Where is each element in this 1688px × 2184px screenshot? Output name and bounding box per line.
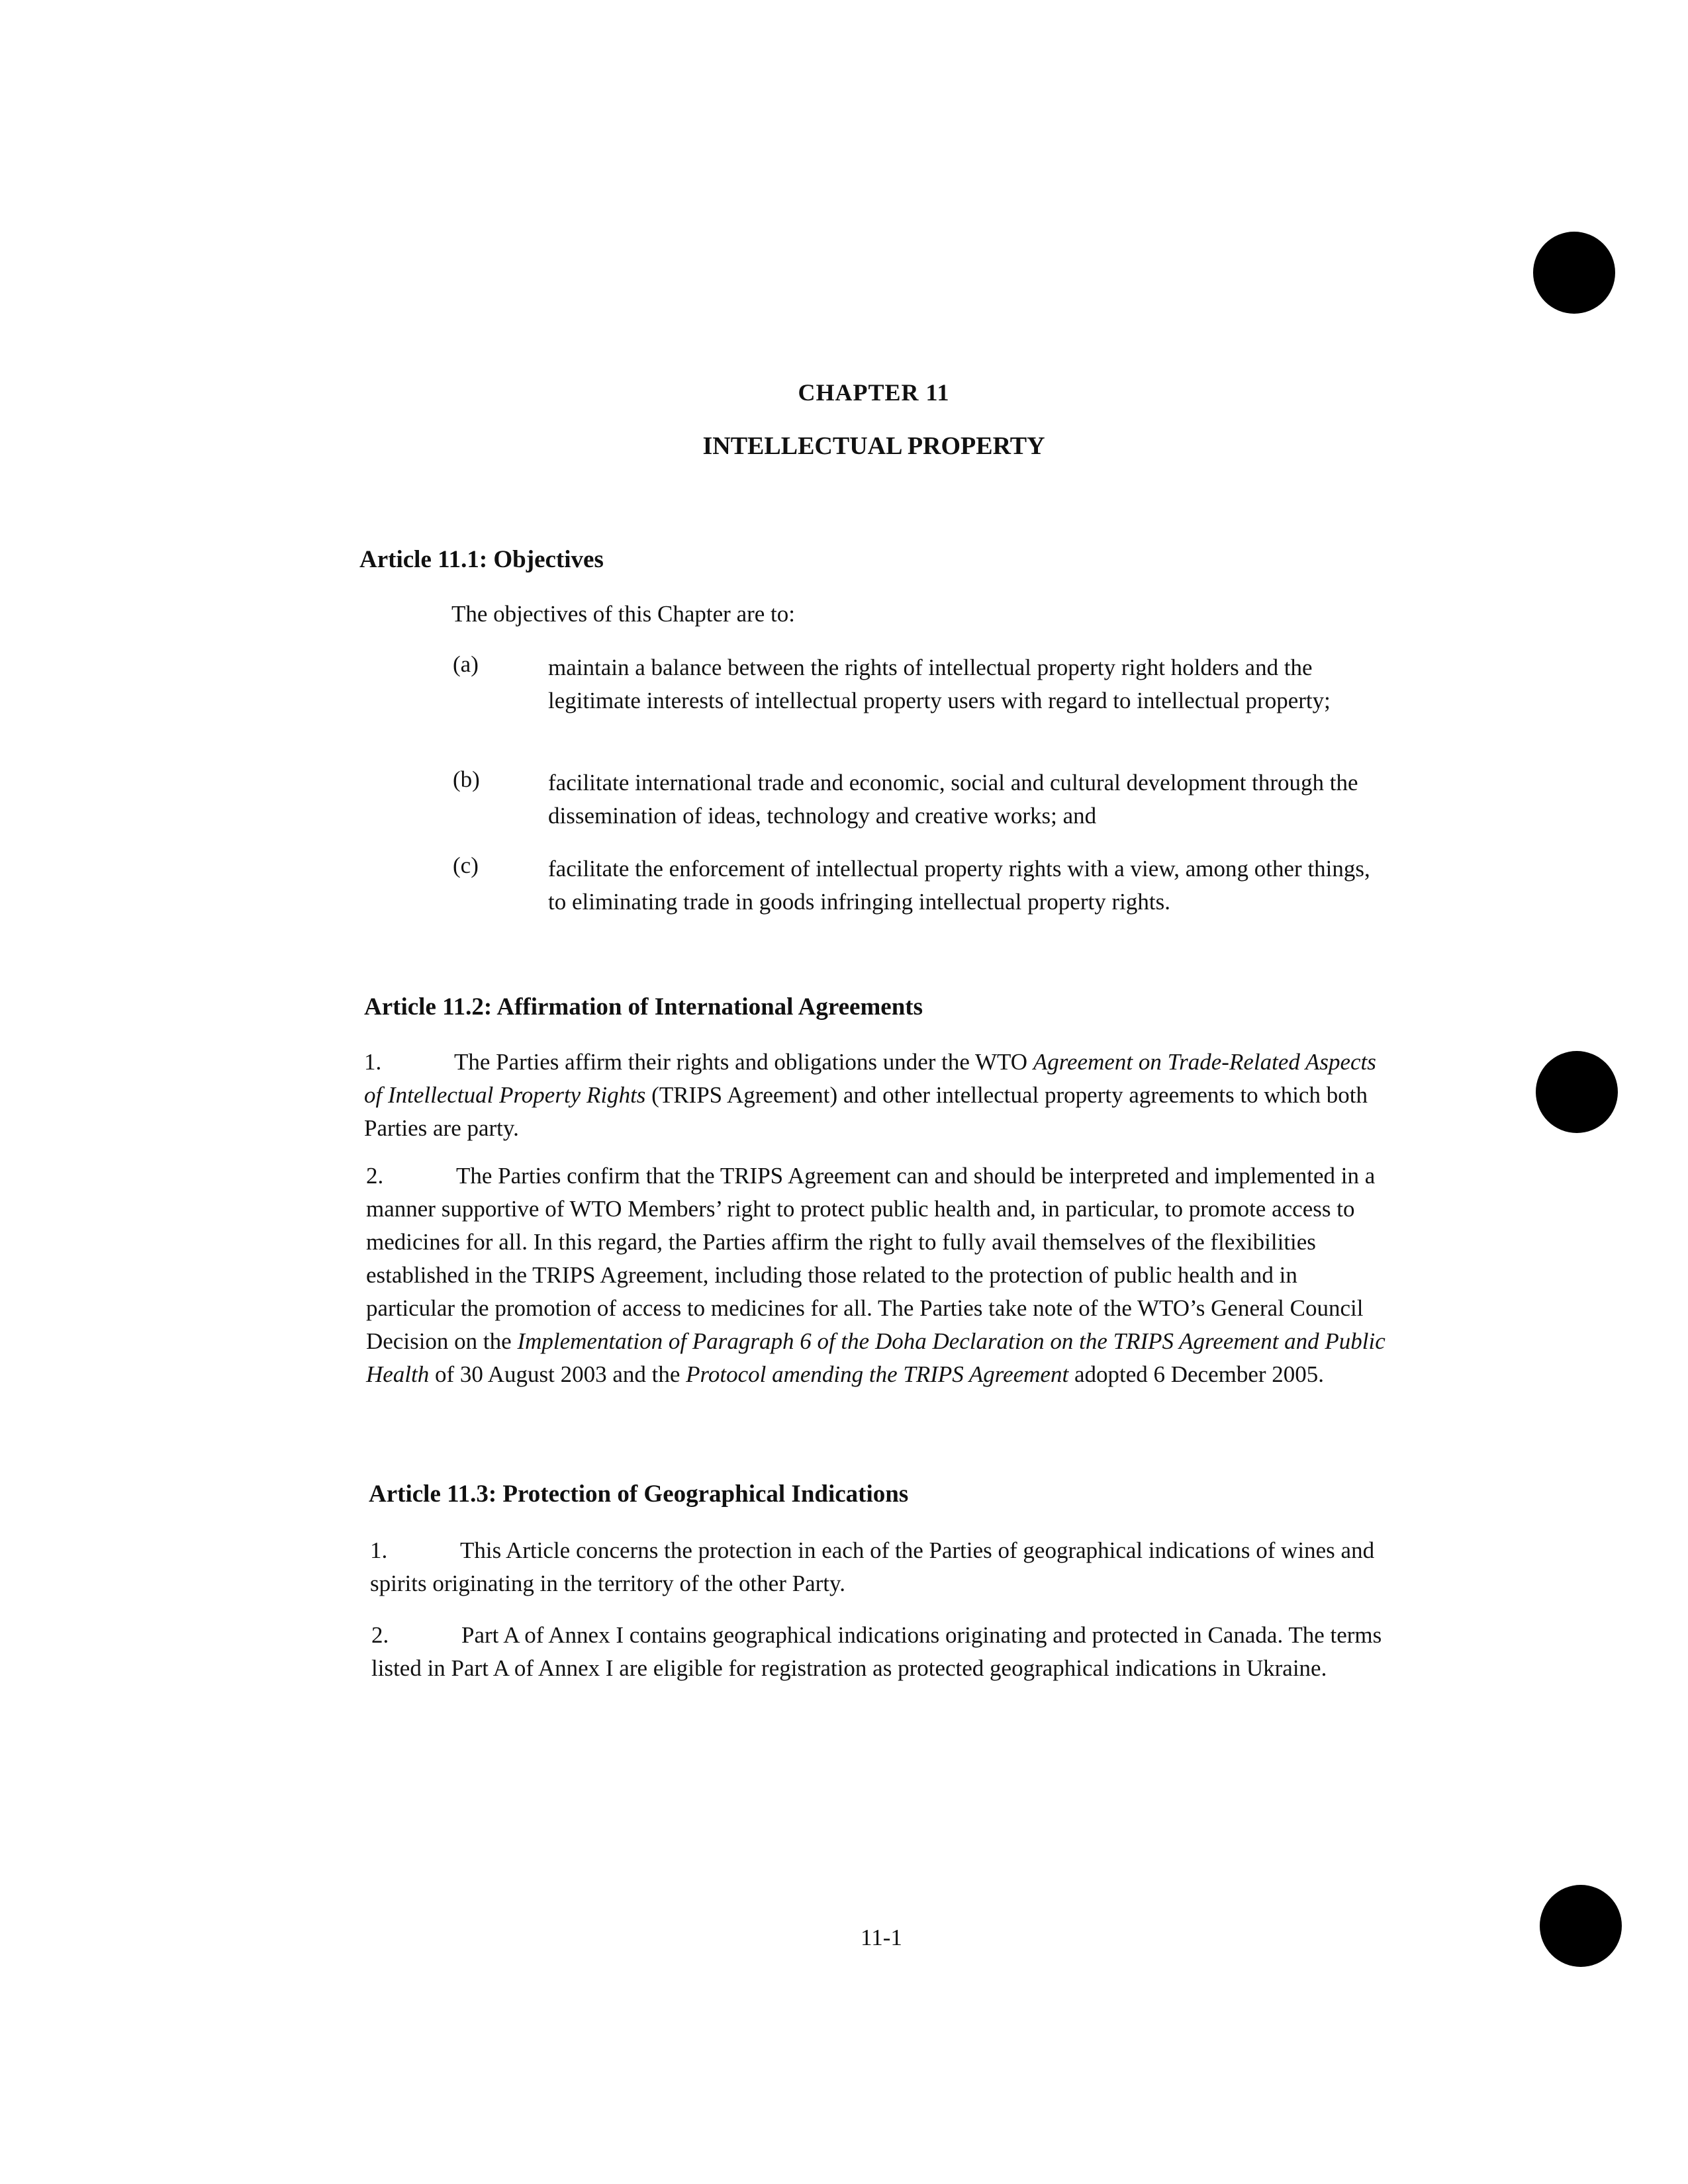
list-item-marker: (b) xyxy=(453,766,480,792)
paragraph-number: 1. xyxy=(370,1537,388,1563)
decision-title: Implementation of Paragraph 6 of the Doha Declaration on the TRIPS Agreement and Public Health xyxy=(366,1328,1385,1387)
paragraph xyxy=(370,1534,1389,1600)
binder-hole xyxy=(1540,1885,1622,1967)
paragraph-text: adopted 6 December 2005. xyxy=(1068,1361,1325,1387)
paragraph-text: (TRIPS Agreement) and other intellectual property agreements to which both Parties are party. xyxy=(364,1082,1368,1141)
paragraph-number: 1. xyxy=(364,1049,382,1075)
binder-hole xyxy=(1533,232,1615,314)
paragraph-text: The Parties confirm that the TRIPS Agreement can and should be interpreted and implemented in a manner supportive of WTO Members’ right to protect public health and, in particular, to promote access to medicines for all. In this regard, the Parties affirm the right to fully avail themselves of the flexibilities established in the TRIPS Agreement, including those related to the protection of public health and in particular the promotion of access to medicines for all. The Parties take note of the WTO’s General Council Decision on the xyxy=(366,1163,1376,1354)
chapter-title: INTELLECTUAL PROPERTY xyxy=(702,432,1045,460)
article-intro: The objectives of this Chapter are to: xyxy=(451,601,796,627)
article-heading: Article 11.2: Affirmation of International Agreements xyxy=(364,993,923,1021)
list-item-text: facilitate the enforcement of intellectual property rights with a view, among other things, to eliminating trade in goods infringing intellectual property rights. xyxy=(548,856,1370,915)
paragraph-text: of 30 August 2003 and the xyxy=(429,1361,686,1387)
list-item-text: facilitate international trade and economic, social and cultural development through the dissemination of ideas, technology and creative works; and xyxy=(548,770,1358,829)
paragraph xyxy=(371,1619,1391,1685)
paragraph-number: 2. xyxy=(366,1163,384,1189)
protocol-title: Protocol amending the TRIPS Agreement xyxy=(686,1361,1069,1387)
article-heading: Article 11.3: Protection of Geographical Indications xyxy=(369,1480,909,1508)
paragraph-text: This Article concerns the protection in each of the Parties of geographical indications of wines and spirits originating in the territory of the other Party. xyxy=(370,1537,1375,1596)
article-heading: Article 11.1: Objectives xyxy=(359,546,604,573)
paragraph-text: Part A of Annex I contains geographical indications originating and protected in Canada. The terms listed in Part A of Annex I are eligible for registration as protected geographical indications in Ukraine. xyxy=(371,1622,1382,1681)
list-item-marker: (a) xyxy=(453,651,479,677)
chapter-label: CHAPTER 11 xyxy=(798,379,950,406)
binder-hole xyxy=(1536,1051,1618,1133)
agreement-title: Agreement on Trade-Related Aspects of Intellectual Property Rights xyxy=(364,1049,1376,1108)
paragraph xyxy=(364,1046,1383,1145)
list-item-text: maintain a balance between the rights of intellectual property right holders and the legitimate interests of intellectual property users with regard to intellectual property; xyxy=(548,655,1331,713)
list-item-marker: (c) xyxy=(453,852,479,878)
paragraph-number: 2. xyxy=(371,1622,389,1648)
page-number: 11-1 xyxy=(861,1925,902,1950)
paragraph-text: The Parties affirm their rights and obligations under the WTO xyxy=(454,1049,1033,1075)
paragraph xyxy=(366,1160,1385,1391)
